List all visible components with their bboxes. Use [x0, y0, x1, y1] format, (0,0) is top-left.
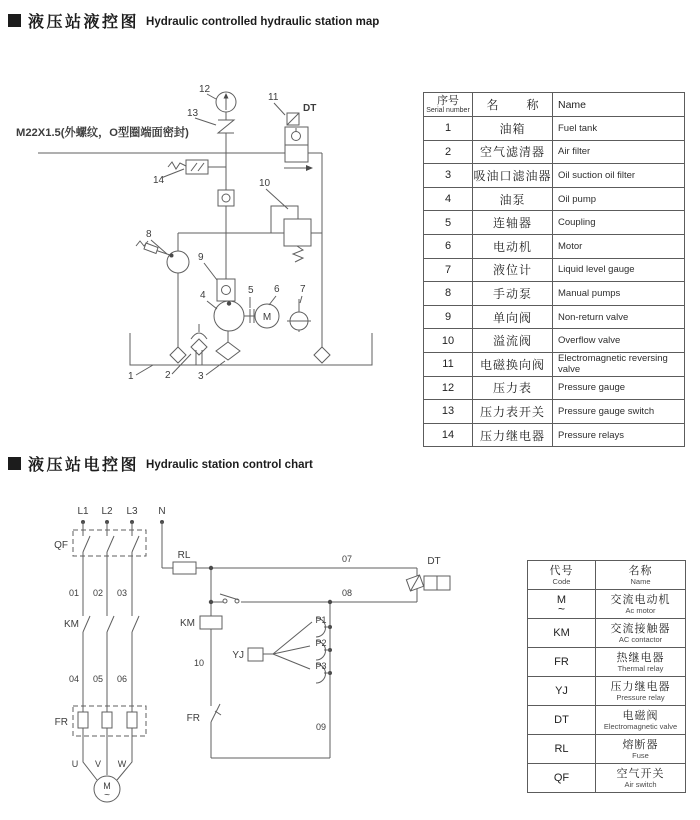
- section2-title-zh: 液压站电控图: [28, 457, 140, 474]
- table-row: FR 热继电器 Thermal relay: [528, 648, 686, 677]
- air-filter-symbol: [191, 324, 207, 365]
- parts-header-row: [424, 93, 685, 117]
- label-7: [300, 284, 306, 303]
- svg-text:3: 3: [198, 371, 204, 382]
- table-row: 7 液位计 Liquid level gauge: [424, 258, 685, 282]
- oil-pump-symbol: [214, 301, 244, 331]
- svg-text:13: 13: [187, 108, 199, 119]
- svg-text:7: 7: [300, 284, 306, 295]
- pressure-gauge-switch-symbol: [218, 120, 234, 133]
- header-name-zh: 名 称: [473, 93, 553, 117]
- table-row: 8 手动泵 Manual pumps: [424, 282, 685, 306]
- ac-motor-symbol: [94, 776, 120, 802]
- label-9: [198, 252, 217, 280]
- section1-title: [8, 9, 379, 32]
- motor-m-letter: M: [262, 312, 272, 323]
- terminal-l1: L1: [77, 506, 89, 517]
- level-gauge-symbol: [287, 299, 311, 332]
- svg-text:12: 12: [199, 84, 211, 95]
- code-table: [527, 560, 686, 793]
- svg-text:07: 07: [341, 554, 353, 564]
- svg-text:9: 9: [198, 252, 204, 263]
- pressure-relay-contacts: [232, 615, 330, 683]
- terminal-l2: L2: [101, 506, 113, 517]
- check-valve-upper-symbol: [218, 190, 234, 206]
- header-serial: 序号 Serial number: [424, 93, 473, 117]
- table-row: 2 空气滤清器 Air filter: [424, 140, 685, 164]
- dt-label: DT: [303, 103, 317, 114]
- pressure-relay-symbol: [168, 160, 208, 174]
- label-6: [269, 284, 280, 305]
- svg-text:03: 03: [116, 588, 128, 598]
- section-bullet-icon: [8, 14, 21, 27]
- motor-m-letter: M: [103, 781, 111, 791]
- svg-text:08: 08: [341, 588, 353, 598]
- fuse-symbol: [173, 550, 196, 574]
- hydraulic-circuit-diagram: [0, 70, 400, 410]
- label-14: [153, 169, 184, 186]
- table-row: 14 压力继电器 Pressure relays: [424, 423, 685, 447]
- thermal-contact-symbol: [187, 704, 221, 724]
- km-coil-label: KM: [180, 618, 195, 629]
- rl-label: RL: [177, 550, 191, 561]
- section2-title: [8, 452, 313, 475]
- code-motor-symbol: M ~: [528, 590, 596, 619]
- svg-text:11: 11: [268, 92, 279, 103]
- overflow-valve-symbol: [271, 206, 311, 262]
- svg-text:5: 5: [248, 285, 254, 296]
- port-annotation: M22X1.5(外螺纹，O型圈端面密封): [16, 127, 189, 139]
- right-filter-symbol: [314, 347, 330, 363]
- svg-text:02: 02: [92, 588, 104, 598]
- motor-symbol: [255, 304, 279, 328]
- label-10: [259, 178, 288, 209]
- p1-label: P1: [315, 615, 327, 625]
- table-row: YJ 压力继电器 Pressure relay: [528, 677, 686, 706]
- left-filter-symbol: [170, 347, 186, 363]
- coupling-symbol: [244, 309, 255, 323]
- label-1: [128, 365, 153, 382]
- solenoid-valve-symbol: [284, 113, 313, 171]
- table-row: 6 电动机 Motor: [424, 234, 685, 258]
- label-5: [248, 285, 254, 308]
- table-row: 3 吸油口滤油器 Oil suction oil filter: [424, 164, 685, 188]
- svg-text:4: 4: [200, 290, 206, 301]
- svg-text:6: 6: [274, 284, 280, 295]
- terminal-l3: L3: [126, 506, 138, 517]
- table-row: 1 油箱 Fuel tank: [424, 117, 685, 141]
- svg-text:1: 1: [128, 371, 134, 382]
- yj-label: YJ: [232, 650, 244, 661]
- svg-text:2: 2: [165, 370, 171, 381]
- p2-label: P2: [315, 638, 327, 648]
- svg-text:04: 04: [68, 674, 80, 684]
- solenoid-coil-symbol: [406, 556, 450, 591]
- section-bullet-icon: [8, 457, 21, 470]
- fr-contact-label: FR: [186, 713, 200, 724]
- terminal-n: N: [158, 506, 166, 517]
- phase-wires: [78, 522, 139, 780]
- table-row: 12 压力表 Pressure gauge: [424, 376, 685, 400]
- table-row: 11 电磁换向阀 Electromagnetic reversing valve: [424, 352, 685, 376]
- svg-text:06: 06: [116, 674, 128, 684]
- table-row: DT 电磁阀 Electromagnetic valve: [528, 706, 686, 735]
- table-row: RL 熔断器 Fuse: [528, 735, 686, 764]
- svg-text:W: W: [117, 759, 127, 769]
- pressure-gauge-symbol: [216, 92, 236, 120]
- table-row: 9 单向阀 Non-return valve: [424, 305, 685, 329]
- label-11: [268, 92, 285, 115]
- svg-text:10: 10: [259, 178, 271, 189]
- svg-text:01: 01: [68, 588, 80, 598]
- electrical-control-diagram: [40, 490, 480, 815]
- table-row: 10 溢流阀 Overflow valve: [424, 329, 685, 353]
- p3-label: P3: [315, 661, 327, 671]
- supply-terminals: [77, 506, 165, 524]
- motor-ac-tilde: ~: [104, 790, 110, 801]
- table-row: 5 连轴器 Coupling: [424, 211, 685, 235]
- qf-label: QF: [54, 540, 68, 551]
- header-name-en: Name: [553, 93, 685, 117]
- motor-branch-labels: [72, 759, 127, 769]
- tank-symbol: [130, 333, 372, 365]
- table-row: 13 压力表开关 Pressure gauge switch: [424, 400, 685, 424]
- km-contact-label: KM: [64, 619, 79, 630]
- svg-text:14: 14: [153, 175, 165, 186]
- svg-text:09: 09: [315, 722, 326, 732]
- header-code: 代号 Code: [528, 561, 596, 590]
- label-12: [199, 84, 216, 99]
- label-4: [200, 290, 217, 309]
- section1-title-en: Hydraulic controlled hydraulic station map: [146, 16, 380, 28]
- label-13: [187, 108, 216, 125]
- svg-text:10: 10: [193, 658, 204, 668]
- svg-text:05: 05: [92, 674, 104, 684]
- table-row: QF 空气开关 Air switch: [528, 764, 686, 793]
- section2-title-en: Hydraulic station control chart: [146, 459, 313, 471]
- check-valve-symbol: [217, 279, 235, 301]
- code-header-row: [528, 561, 686, 590]
- aux-contact-symbol: [220, 594, 239, 603]
- table-row: KM 交流接触器 AC contactor: [528, 619, 686, 648]
- table-row: 4 油泵 Oil pump: [424, 187, 685, 211]
- table-row: M ~ 交流电动机 Ac motor: [528, 590, 686, 619]
- header-name: 名称 Name: [596, 561, 686, 590]
- parts-table: [423, 92, 685, 447]
- contactor-coil-symbol: [180, 616, 222, 629]
- svg-text:U: U: [71, 759, 79, 769]
- manual-pump-symbol: [136, 241, 189, 273]
- dt-label: DT: [427, 556, 441, 567]
- fr-box-label: FR: [54, 717, 68, 728]
- svg-text:8: 8: [146, 229, 152, 240]
- section1-title-zh: 液压站液控图: [28, 14, 140, 31]
- svg-text:V: V: [94, 759, 102, 769]
- suction-filter-symbol: [216, 342, 240, 360]
